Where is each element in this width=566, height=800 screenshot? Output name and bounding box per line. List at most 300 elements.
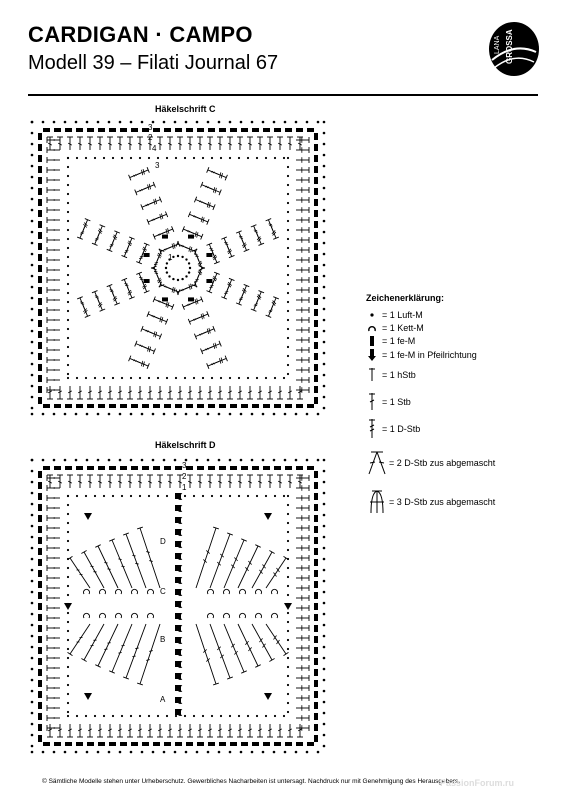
single-crochet-mark: [175, 466, 182, 470]
chain-dot: [139, 715, 141, 717]
chain-dot: [229, 459, 232, 462]
chain-dot: [31, 264, 34, 267]
chain-dot: [67, 310, 69, 312]
stitch-tick: [234, 651, 237, 654]
chain-dot: [148, 377, 150, 379]
chain-dot: [202, 715, 204, 717]
chain-dot: [67, 531, 69, 533]
chain-dot: [323, 514, 326, 517]
chain-dot: [166, 271, 168, 273]
single-crochet-mark: [153, 404, 160, 408]
chain-dot: [130, 495, 132, 497]
chain-dot: [103, 715, 105, 717]
single-crochet-mark: [219, 742, 226, 746]
single-crochet-mark: [38, 570, 42, 577]
svg-text:GROSSA: GROSSA: [505, 29, 514, 64]
single-crochet-mark: [38, 353, 42, 360]
single-crochet-mark: [314, 493, 318, 500]
stitch-tick: [118, 559, 121, 560]
chain-dot: [31, 374, 34, 377]
chain-dot: [295, 751, 298, 754]
single-crochet-mark: [38, 397, 42, 404]
single-crochet-mark: [98, 466, 105, 470]
stitch-tick: [254, 304, 257, 305]
copyright-notice: © Sämtliche Modelle stehen unter Urheberschutz. Gewerbliches Nacharbeiten ist untersagt. Nachdruck nur mit Genehmigung des Herausgebers.: [42, 778, 461, 785]
stitch-tick: [269, 224, 272, 225]
stitch-top: [81, 551, 86, 554]
chain-dot: [283, 377, 285, 379]
chain-dot: [323, 264, 326, 267]
chain-dot: [76, 157, 78, 159]
single-crochet-mark: [38, 210, 42, 217]
chain-dot: [287, 274, 289, 276]
chain-dot: [323, 231, 326, 234]
single-crochet-mark: [175, 742, 182, 746]
single-crochet-mark: [241, 742, 248, 746]
chain-dot: [130, 413, 133, 416]
chain-dot: [287, 175, 289, 177]
single-crochet-mark: [76, 742, 83, 746]
chain-dot: [196, 751, 199, 754]
chain-dot: [31, 657, 34, 660]
single-crochet-mark: [38, 221, 42, 228]
chain-dot: [152, 413, 155, 416]
single-crochet-mark: [43, 466, 50, 470]
stitch-top: [284, 652, 289, 655]
single-crochet-mark: [314, 232, 318, 239]
chain-dot: [94, 377, 96, 379]
chain-dot: [67, 184, 69, 186]
chain-dot: [53, 751, 56, 754]
chain-dot: [262, 751, 265, 754]
single-crochet-mark: [263, 128, 270, 132]
stitch-symbol: [266, 558, 286, 588]
single-crochet-mark: [252, 466, 259, 470]
single-crochet-mark: [314, 647, 318, 654]
single-crochet-mark: [76, 404, 83, 408]
watermark: PassionForum.ru: [440, 778, 515, 788]
single-crochet-mark: [314, 559, 318, 566]
single-crochet-mark: [285, 742, 292, 746]
chain-dot: [287, 630, 289, 632]
chain-dot: [166, 157, 168, 159]
single-crochet-mark: [38, 537, 42, 544]
single-crochet-mark: [38, 691, 42, 698]
chain-dot: [287, 648, 289, 650]
chain-dot: [67, 346, 69, 348]
single-crochet-icon: [366, 335, 380, 349]
single-crochet-mark: [38, 625, 42, 632]
slip-stitch-mark: [224, 613, 230, 618]
chain-dot: [323, 319, 326, 322]
single-crochet-mark: [314, 603, 318, 610]
chain-dot: [287, 522, 289, 524]
stitch-tick: [139, 258, 142, 259]
chain-dot: [287, 220, 289, 222]
chain-dot: [31, 330, 34, 333]
chain-dot: [284, 459, 287, 462]
single-crochet-mark: [314, 188, 318, 195]
stitch-tick: [135, 648, 138, 649]
single-crochet-mark: [38, 493, 42, 500]
chain-dot: [274, 495, 276, 497]
chain-dot: [86, 459, 89, 462]
slip-stitch-mark: [208, 613, 214, 618]
stitch-top: [269, 659, 274, 662]
stitch-symbol: [95, 233, 100, 244]
single-crochet-mark: [208, 128, 215, 132]
chain-dot: [317, 459, 320, 462]
single-crochet-mark: [296, 742, 303, 746]
chain-dot: [323, 657, 326, 660]
stitch-symbol: [70, 558, 90, 588]
single-crochet-mark: [314, 537, 318, 544]
chain-dot: [185, 751, 188, 754]
chain-dot: [323, 580, 326, 583]
chain-dot: [67, 540, 69, 542]
single-crochet-mark: [38, 386, 42, 393]
chain-dot: [31, 187, 34, 190]
slip-stitch-mark: [224, 589, 230, 594]
single-crochet-mark: [197, 466, 204, 470]
chain-dot: [119, 413, 122, 416]
chain-dot: [94, 495, 96, 497]
chain-dot: [67, 157, 69, 159]
chain-dot: [211, 715, 213, 717]
chain-dot: [67, 211, 69, 213]
chain-dot: [247, 715, 249, 717]
chain-dot: [42, 413, 45, 416]
chain-dot: [287, 211, 289, 213]
single-crochet-mark: [164, 466, 171, 470]
chain-dot: [287, 310, 289, 312]
single-crochet-mark: [142, 466, 149, 470]
chain-dot: [323, 352, 326, 355]
chain-dot: [323, 723, 326, 726]
single-crochet-mark: [314, 155, 318, 162]
single-crochet-mark: [153, 466, 160, 470]
chain-dot: [31, 470, 34, 473]
chain-dot: [67, 549, 69, 551]
chain-dot: [323, 275, 326, 278]
stitch-symbol: [189, 214, 200, 219]
single-crochet-mark: [38, 364, 42, 371]
page-title: CARDIGAN · CAMPO: [28, 22, 253, 47]
header-rule: [28, 94, 538, 96]
single-crochet-mark: [38, 287, 42, 294]
chain-dot: [193, 495, 195, 497]
crochet-chart-c: [28, 118, 338, 428]
single-crochet-mark: [296, 404, 303, 408]
single-crochet-mark: [38, 548, 42, 555]
chain-dot: [317, 413, 320, 416]
chain-dot: [67, 220, 69, 222]
chain-dot: [240, 413, 243, 416]
stitch-symbol: [154, 258, 159, 269]
single-crochet-mark: [38, 232, 42, 239]
chain-dot: [67, 684, 69, 686]
single-crochet-mark: [109, 128, 116, 132]
two-treble-together-icon: [366, 451, 388, 475]
row-label: 1: [168, 253, 173, 262]
stitch-tick: [269, 226, 272, 227]
lana-grossa-logo: [488, 20, 540, 78]
chain-dot: [193, 377, 195, 379]
chain-dot: [323, 679, 326, 682]
chain-dot: [103, 495, 105, 497]
chain-dot: [323, 470, 326, 473]
single-crochet-mark: [131, 128, 138, 132]
slip-stitch-mark: [132, 613, 138, 618]
chain-dot: [284, 121, 287, 124]
chain-dot: [323, 701, 326, 704]
chain-dot: [31, 646, 34, 649]
chain-dot: [157, 157, 159, 159]
stitch-symbol: [252, 624, 272, 660]
stitch-tick: [96, 297, 99, 298]
chain-dot: [174, 751, 177, 754]
single-crochet-mark: [38, 614, 42, 621]
chain-dot: [323, 385, 326, 388]
chain-dot: [287, 711, 289, 713]
slip-stitch-mark: [100, 613, 106, 618]
chain-dot: [31, 341, 34, 344]
chain-dot: [31, 242, 34, 245]
chain-dot: [229, 157, 231, 159]
chain-dot: [273, 121, 276, 124]
chain-dot: [323, 143, 326, 146]
chain-dot: [207, 751, 210, 754]
chain-dot: [251, 121, 254, 124]
single-crochet-mark: [38, 592, 42, 599]
stitch-tick: [225, 291, 228, 292]
chain-dot: [306, 751, 309, 754]
chain-dot: [287, 621, 289, 623]
single-crochet-mark: [274, 466, 281, 470]
stitch-symbol: [266, 624, 286, 654]
chain-dot: [166, 262, 168, 264]
chain-dot: [64, 121, 67, 124]
single-crochet-mark: [263, 466, 270, 470]
stitch-top: [269, 551, 274, 554]
chain-dot: [287, 504, 289, 506]
arrow-mark: [284, 603, 292, 610]
chain-dot: [53, 459, 56, 462]
chain-dot: [323, 525, 326, 528]
stitch-top: [81, 659, 86, 662]
chain-dot: [67, 639, 69, 641]
chain-dot: [174, 121, 177, 124]
single-crochet-mark: [241, 466, 248, 470]
stitch-symbol: [70, 624, 90, 654]
single-crochet-mark: [314, 397, 318, 404]
stitch-tick: [195, 254, 198, 255]
chain-dot: [157, 377, 159, 379]
chain-dot: [323, 635, 326, 638]
chain-dot: [323, 569, 326, 572]
single-crochet-mark: [314, 199, 318, 206]
legend-item-2tr-tog: = 2 D-Stb zus abgemascht: [366, 451, 556, 465]
chain-dot: [97, 121, 100, 124]
chain-dot: [323, 646, 326, 649]
chain-dot: [67, 567, 69, 569]
chain-dot: [287, 355, 289, 357]
chain-dot: [31, 635, 34, 638]
chain-dot: [31, 198, 34, 201]
chain-dot: [67, 274, 69, 276]
chain-dot: [256, 377, 258, 379]
chain-dot: [53, 121, 56, 124]
stitch-tick: [140, 279, 143, 280]
single-crochet-mark: [314, 287, 318, 294]
stitch-tick: [139, 277, 142, 278]
chain-dot: [31, 712, 34, 715]
stitch-tick: [149, 651, 152, 652]
arrow-mark: [64, 603, 72, 610]
stitch-tick: [231, 565, 234, 568]
stitch-tick: [154, 264, 157, 265]
single-crochet-mark: [296, 128, 303, 132]
stitch-tick: [124, 252, 127, 253]
chain-dot: [31, 154, 34, 157]
slip-stitch-mark: [84, 613, 90, 618]
chain-dot: [108, 751, 111, 754]
chain-dot: [323, 481, 326, 484]
chain-dot: [172, 256, 174, 258]
stitch-symbol: [124, 245, 129, 256]
chain-dot: [31, 481, 34, 484]
chain-dot: [141, 751, 144, 754]
chain-dot: [148, 715, 150, 717]
chain-dot: [287, 495, 289, 497]
single-crochet-mark: [186, 742, 193, 746]
chain-dot: [130, 715, 132, 717]
chain-dot: [323, 547, 326, 550]
chain-dot: [67, 337, 69, 339]
half-double-crochet-icon: [366, 367, 380, 383]
legend-item-slip: = 1 Kett-M: [366, 322, 556, 336]
single-crochet-mark: [98, 742, 105, 746]
chain-dot: [67, 301, 69, 303]
chain-dot: [31, 286, 34, 289]
chain-dot: [94, 157, 96, 159]
chain-dot: [317, 121, 320, 124]
stitch-symbol: [84, 624, 104, 660]
chain-dot: [287, 364, 289, 366]
chain-dot: [31, 668, 34, 671]
chain-dot: [67, 576, 69, 578]
chain-dot: [323, 154, 326, 157]
chain-dot: [287, 684, 289, 686]
chain-dot: [240, 459, 243, 462]
chain-dot: [220, 377, 222, 379]
single-crochet-mark: [208, 466, 215, 470]
stitch-tick: [245, 641, 248, 645]
chain-dot: [31, 385, 34, 388]
chain-dot: [67, 247, 69, 249]
chain-dot: [229, 715, 231, 717]
chain-stitch-icon: [366, 309, 380, 323]
row-label: 3: [148, 123, 153, 132]
row-label: 3: [155, 161, 160, 170]
chain-dot: [67, 265, 69, 267]
chain-dot: [31, 413, 34, 416]
chain-dot: [121, 157, 123, 159]
chain-dot: [323, 176, 326, 179]
chain-dot: [188, 271, 190, 273]
chain-dot: [31, 690, 34, 693]
single-crochet-mark: [38, 375, 42, 382]
single-crochet-mark: [296, 466, 303, 470]
single-crochet-mark: [314, 309, 318, 316]
legend-item-hdc: = 1 hStb: [366, 367, 556, 381]
chain-dot: [283, 157, 285, 159]
stitch-symbol: [142, 203, 153, 208]
stitch-symbol: [136, 188, 147, 193]
chain-dot: [31, 723, 34, 726]
chain-dot: [287, 540, 289, 542]
chain-dot: [323, 602, 326, 605]
chain-dot: [31, 396, 34, 399]
chain-dot: [218, 459, 221, 462]
single-crochet-mark: [252, 128, 259, 132]
chain-dot: [112, 377, 114, 379]
single-crochet-mark: [38, 658, 42, 665]
chain-dot: [323, 209, 326, 212]
chain-dot: [141, 121, 144, 124]
single-crochet-mark: [144, 279, 150, 283]
chain-dot: [31, 253, 34, 256]
chain-dot: [323, 220, 326, 223]
legend-item-dc: = 1 Stb: [366, 393, 556, 407]
chain-dot: [323, 132, 326, 135]
chain-dot: [166, 715, 168, 717]
stitch-tick: [146, 660, 149, 661]
chain-dot: [85, 495, 87, 497]
single-crochet-mark: [120, 128, 127, 132]
single-crochet-mark: [38, 647, 42, 654]
chain-dot: [67, 693, 69, 695]
chain-dot: [42, 751, 45, 754]
chain-dot: [287, 184, 289, 186]
chain-dot: [211, 377, 213, 379]
single-crochet-mark: [314, 364, 318, 371]
single-crochet-mark: [314, 658, 318, 665]
single-crochet-mark: [252, 404, 259, 408]
single-crochet-mark: [314, 375, 318, 382]
single-crochet-mark: [76, 128, 83, 132]
single-crochet-mark: [38, 144, 42, 151]
chain-dot: [174, 459, 177, 462]
stitch-tick: [96, 238, 99, 239]
stitch-tick: [269, 310, 272, 311]
single-crochet-mark: [164, 742, 171, 746]
chain-dot: [287, 549, 289, 551]
chain-dot: [31, 176, 34, 179]
chain-dot: [108, 459, 111, 462]
stitch-tick: [245, 567, 248, 571]
chain-dot: [185, 258, 187, 260]
chain-dot: [220, 157, 222, 159]
single-crochet-mark: [38, 581, 42, 588]
single-crochet-mark: [314, 592, 318, 599]
chain-dot: [220, 495, 222, 497]
chain-dot: [67, 513, 69, 515]
stitch-tick: [254, 232, 257, 233]
chain-dot: [306, 413, 309, 416]
chain-dot: [265, 715, 267, 717]
slip-stitch-mark: [272, 589, 278, 594]
